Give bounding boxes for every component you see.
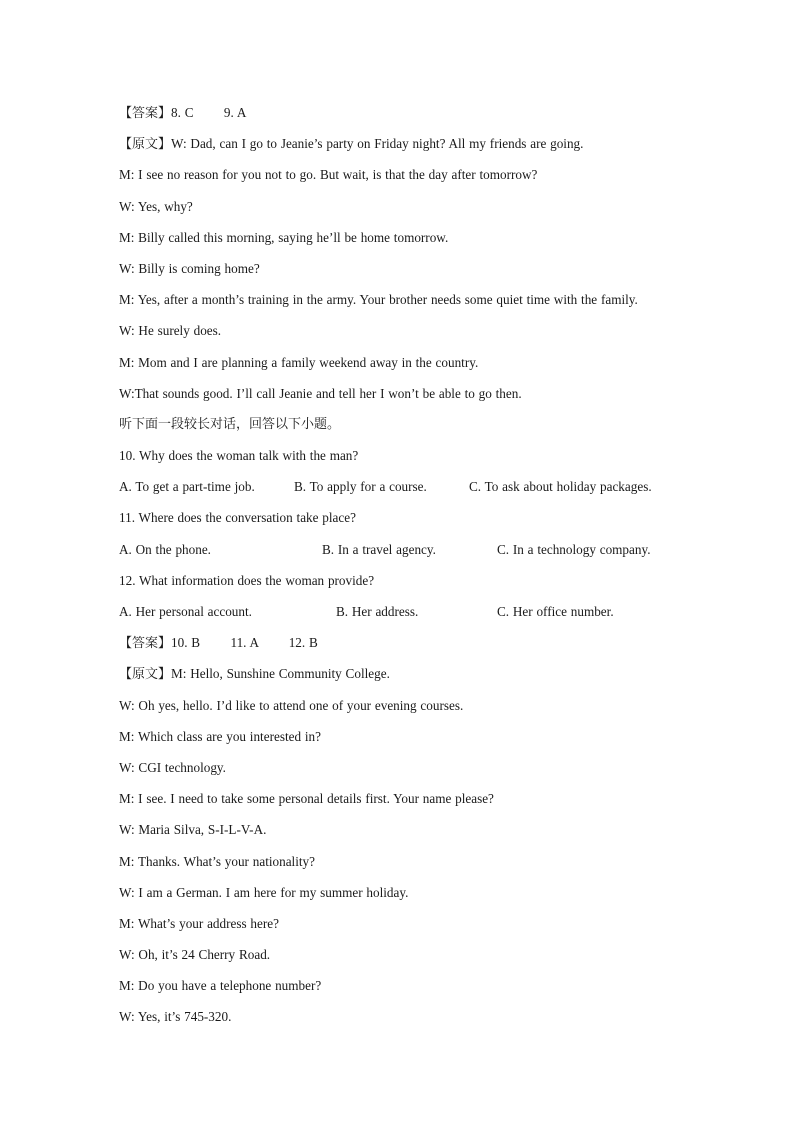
dialogue-line: W: Yes, it’s 745-320. [119,1009,232,1025]
transcript-text: W: Dad, can I go to Jeanie’s party on Friday night? All my friends are going. [171,136,584,152]
answer-line [119,101,719,132]
answer-line [119,631,719,662]
dialogue-line: M: I see no reason for you not to go. But wait, is that the day after tomorrow? [119,167,538,183]
dialogue-line: W: Oh yes, hello. I’d like to attend one of your evening courses. [119,697,464,713]
dialogue-line: M: Yes, after a month’s training in the army. Your brother needs some quiet time with the family. [119,292,638,308]
dialogue-line: W: He surely does. [119,323,222,339]
dialogue-line: W:That sounds good. I’ll call Jeanie and tell her I won’t be able to go then. [119,385,522,401]
dialogue-line: M: Mom and I are planning a family weekend away in the country. [119,354,479,370]
question-line: 11. Where does the conversation take place? [119,510,356,526]
transcript-tag: 【原文】 [119,667,172,683]
option-a: A. Her personal account. [119,604,252,619]
answer-tag: 【答案】 [119,636,172,652]
dialogue-line: W: Billy is coming home? [119,260,260,276]
option-b: B. To apply for a course. [294,479,427,495]
transcript-line [119,662,719,693]
option-c: C. In a technology company. [497,541,651,557]
instruction-line: 听下面一段较长对话，回答以下小题。 [119,416,341,432]
option-a: A. On the phone. [119,541,211,557]
dialogue-line: W: Oh, it’s 24 Cherry Road. [119,947,271,963]
option-c: C. Her office number. [497,604,614,619]
option-a: A. To get a part-time job. [119,479,255,495]
options-row [119,600,719,631]
dialogue-line: M: What’s your address here? [119,915,279,931]
transcript-tag: 【原文】 [119,137,172,153]
dialogue-line: M: Which class are you interested in? [119,728,321,744]
answer-text: 10. B 11. A 12. B [171,635,318,651]
dialogue-line: M: Do you have a telephone number? [119,978,322,994]
dialogue-line: W: I am a German. I am here for my summer holiday. [119,884,409,900]
dialogue-line: M: Billy called this morning, saying he’ll be home tomorrow. [119,229,449,245]
option-c: C. To ask about holiday packages. [469,479,652,495]
options-row [119,475,719,506]
option-b: B. In a travel agency. [322,541,436,557]
transcript-line [119,132,719,163]
answer-tag: 【答案】 [119,106,172,121]
question-line: 12. What information does the woman provide? [119,572,375,588]
dialogue-line: M: Thanks. What’s your nationality? [119,853,315,869]
transcript-text: M: Hello, Sunshine Community College. [171,666,390,682]
answer-text: 8. C 9. A [171,105,247,120]
dialogue-line: M: I see. I need to take some personal details first. Your name please? [119,791,494,807]
document-page [119,101,719,1037]
question-line: 10. Why does the woman talk with the man? [119,448,359,464]
dialogue-line: W: Yes, why? [119,198,193,214]
dialogue-line: W: Maria Silva, S-I-L-V-A. [119,822,267,838]
options-row [119,538,719,569]
dialogue-line: W: CGI technology. [119,759,226,775]
option-b: B. Her address. [336,604,419,619]
